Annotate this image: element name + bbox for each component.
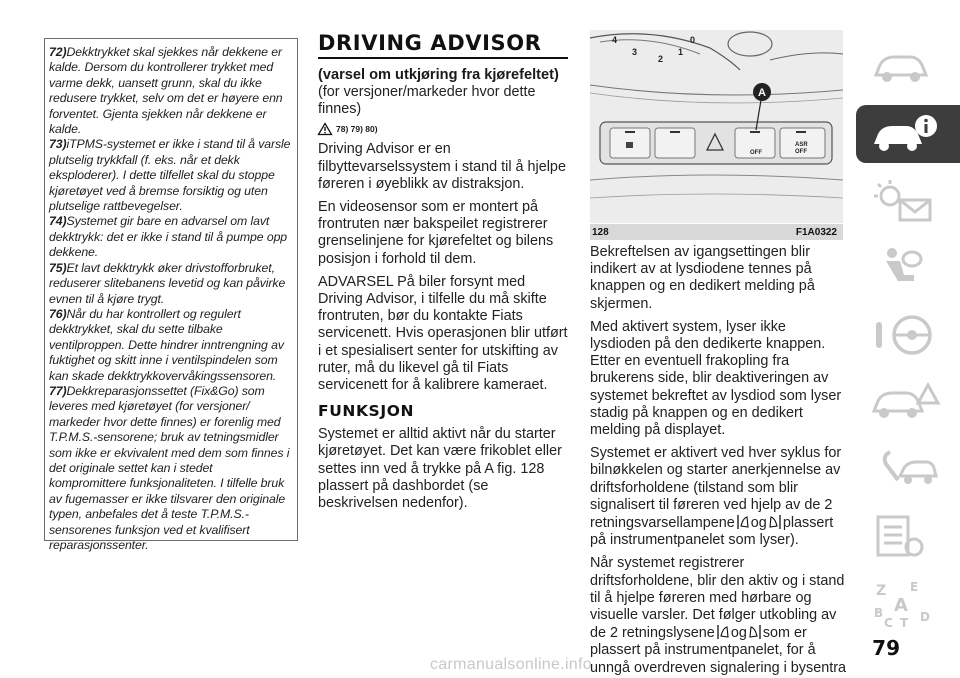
svg-text:D: D	[920, 610, 930, 624]
figure-number: 128	[592, 226, 609, 238]
tab-airbag-seat[interactable]	[856, 239, 960, 297]
gauge-number: 3	[632, 47, 638, 57]
paragraph-led: Med aktivert system, lyser ikke lysdioden på den dedikerte knappen. Etter en eventuell frakopling fra brukerens side, blir deaktiveringen av systemet bekreftet av lysdiod som lyser stadig på knappen og en dedikert melding på displayet.	[590, 318, 842, 439]
figure-code: F1A0322	[795, 226, 837, 238]
footnotes-box	[44, 38, 298, 552]
tab-alphabet-index[interactable]	[856, 574, 960, 632]
lane-button-label: OFF	[750, 150, 762, 156]
service-checklist-icon	[870, 513, 930, 559]
wrench-car-icon	[870, 446, 940, 492]
section-subtitle: (varsel om utkjøring fra kjørefeltet)	[318, 67, 559, 83]
footnote-75: 75)Et lavt dekktrykk øker drivstofforbruket, reduserer slitebanens levetid og kan påvirke evnen til å kjøre trygt.	[49, 260, 286, 306]
tab-wrench-car[interactable]	[856, 440, 960, 498]
car-warning-icon	[870, 379, 940, 425]
driving-advisor-section	[318, 30, 572, 530]
chapter-tabs	[856, 38, 960, 641]
lane-right-icon	[768, 514, 782, 530]
tab-steering-wheel[interactable]	[856, 306, 960, 364]
lane-left-icon	[736, 514, 750, 530]
tab-service-checklist[interactable]	[856, 507, 960, 565]
watermark: carmanualsonline.info	[430, 656, 592, 673]
car-info-icon	[870, 112, 940, 156]
paragraph-sensor: En videosensor som er montert på frontruten nær bakspeilet registrerer grenselinjene for kjørefeltet og bilens posisjon i forhold til dem.	[318, 199, 554, 267]
alphabet-index-icon	[870, 577, 940, 629]
warning-triangle-icon	[318, 123, 332, 135]
svg-text:Z: Z	[876, 583, 887, 599]
footnote-74: 74)Systemet gir bare en advarsel om lavt dekktrykk: det er ikke i stand til å pumpe opp dekkene.	[49, 214, 288, 260]
asr-off-label: OFF	[795, 149, 807, 155]
refs-text: 78) 79) 80)	[336, 124, 378, 135]
footnote-72: 72)Dekktrykket skal sjekkes når dekkene er kalde. Dersom du kontrollerer trykket med varme dekk, uansett grunn, skal du ikke redusere trykket, selv om det er høyere enn forventet. Gjenta sjekken når dekkene er kalde.	[49, 45, 283, 137]
gauge-number: 4	[612, 35, 618, 45]
paragraph-intro: Driving Advisor er en filbyttevarselssystem i stand til å hjelpe føreren i øyeblikk av distraksjon.	[318, 141, 566, 192]
lane-left-icon	[716, 624, 730, 640]
lane-right-icon	[748, 624, 762, 640]
tab-car-info[interactable]	[856, 105, 960, 163]
callout-a: A	[758, 87, 766, 99]
page-number: 79	[872, 636, 900, 660]
svg-text:E: E	[910, 580, 919, 594]
warning-lights-icon	[870, 178, 940, 224]
paragraph-cycle: Systemet er aktivert ved hver syklus for bilnøkkelen og starter anerkjennelse av driftsforholdene (tilstand som blir signalisert til føreren ved hjelp av de 2 retningsvarsellampene og plassert på instrumentpanelet som lyser).	[590, 445, 842, 549]
paragraph-activation: Bekreftelsen av igangsettingen blir indikert av at lysdiodene tennes på knappen og en dedikert melding på skjermen.	[590, 244, 815, 312]
asr-label: ASR	[795, 142, 808, 148]
subsection-heading: FUNKSJON	[318, 402, 415, 421]
tab-car-warning[interactable]	[856, 373, 960, 431]
paragraph-function: Systemet er alltid aktivt når du starter kjøretøyet. Det kan være frikoblet eller settes inn ved å trykke på A fig. 128 plassert på dashbordet (se beskrivelsen nedenfor).	[318, 426, 562, 512]
svg-text:T: T	[900, 616, 909, 630]
footnote-73: 73)iTPMS-systemet er ikke i stand til å varsle plutselig trykkfall (f. eks. når et dekk eksploderer). I dette tilfellet skal du stoppe kjøretøyet ved å bremse forsiktig og uten plutselige rattbevegelser.	[49, 137, 291, 214]
car-outline-icon	[870, 47, 930, 87]
paragraph-warning: ADVARSEL På biler forsynt med Driving Advisor, i tilfelle du må skifte frontruten, bør du kontakte Fiats servicenett. Hvis operasjonen blir utført i et spesialisert senter for utskifting av ruter, må du likevel gå til Fiats servicenett for å kalibrere kameraet.	[318, 273, 568, 394]
figure-caption	[590, 224, 843, 240]
footnote-77: 77)Dekkreparasjonssettet (Fix&Go) som leveres med kjøretøyet (for versjoner/ markeder hvor dette finnes) er forenlig med T.P.M.S.-sensorene; bruk av tetningsmidler som ikke er ekvivalent med dem som finnes i det originale settet kan i stedet kompromittere funksjonaliteten. I tilfelle bruk av fugemasser er ikke tilsvarer den originale typen, anbefales det å teste T.P.M.S.-sensorenes funksjon ved et kvalifisert reparasjonssenter.	[49, 383, 290, 552]
svg-text:C: C	[884, 616, 893, 630]
steering-wheel-icon	[870, 312, 940, 358]
paragraph-detection: Når systemet registrerer driftsforholdene, blir den aktiv og i stand til å hjelpe føreren med hørbare og visuelle varsler. Det følger utkobling av de 2 retningslysene og som er plassert på instrumentpanelet, for å unngå overdreven signalering i bysentra	[590, 555, 846, 676]
gauge-number: 2	[658, 54, 664, 64]
tab-warning-lights[interactable]	[856, 172, 960, 230]
svg-text:B: B	[874, 606, 884, 620]
warning-references	[318, 123, 572, 135]
airbag-seat-icon	[870, 245, 930, 291]
svg-text:A: A	[894, 595, 908, 616]
right-text-column	[590, 244, 850, 676]
tab-car-outline[interactable]	[856, 38, 960, 96]
section-subtitle-note: (for versjoner/markeder hvor dette finnes)	[318, 84, 536, 118]
dashboard-figure	[590, 30, 843, 223]
footnote-76: 76)Når du har kontrollert og regulert dekktrykket, skal du sette tilbake ventilproppen. Dette hindrer inntrengning av fuktighet og skitt inne i ventilspindelen som kan skade dekktrykkovervåkingssensoren.	[49, 306, 284, 383]
gauge-number: 0	[690, 35, 696, 45]
dashboard-illustration	[590, 30, 843, 223]
gauge-number: 1	[678, 47, 684, 57]
section-title: DRIVING ADVISOR	[318, 30, 568, 59]
